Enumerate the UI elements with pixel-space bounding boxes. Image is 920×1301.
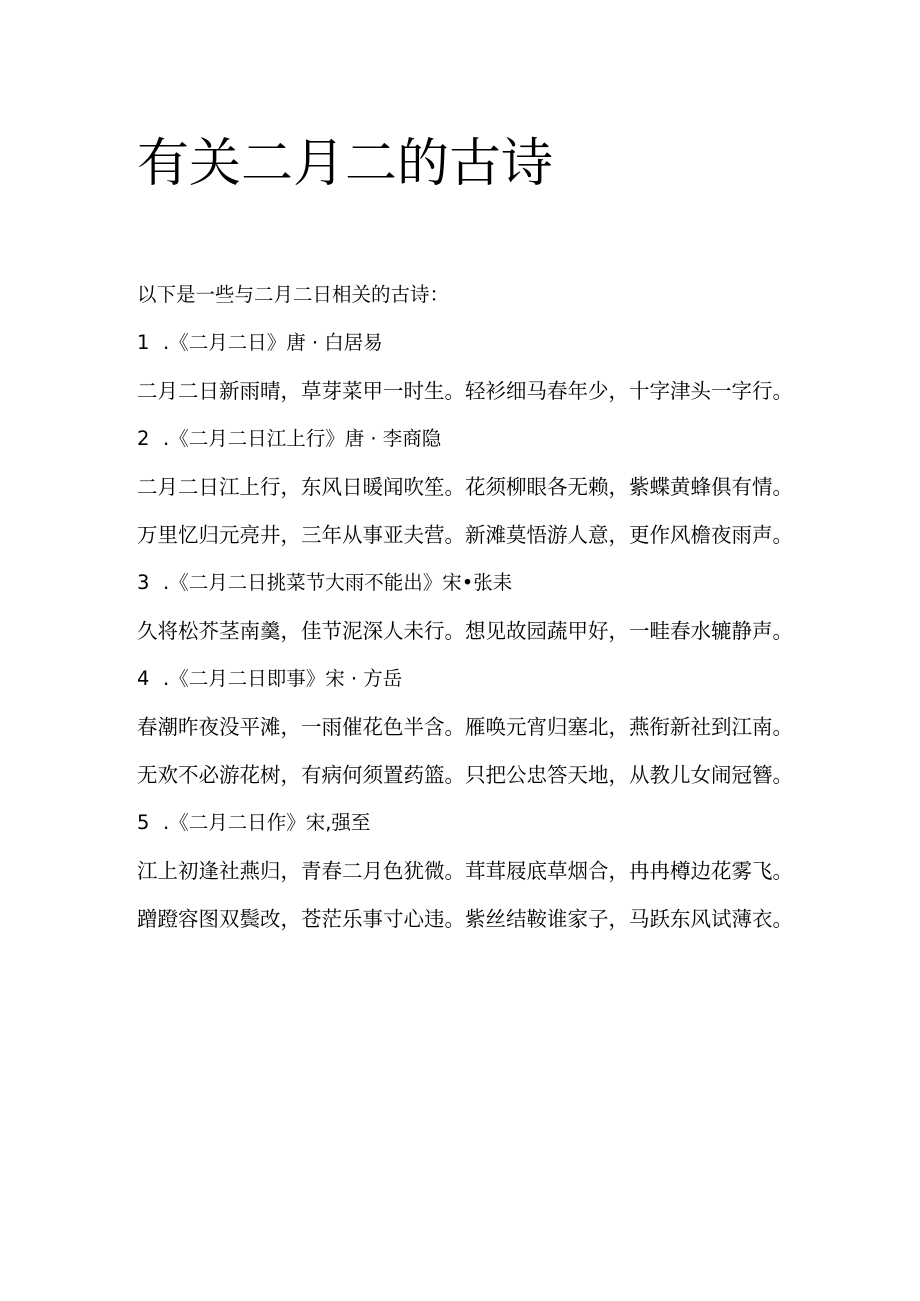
document-body	[137, 282, 797, 954]
poem-title: .《二月二日挑菜节大雨不能出》宋•张耒	[163, 571, 513, 594]
page-title: 有关二月二的古诗	[137, 134, 554, 194]
poem-heading	[137, 426, 797, 452]
poem-2	[137, 426, 797, 548]
poem-heading	[137, 666, 797, 692]
poem-title: .《二月二日作》宋,强至	[163, 811, 371, 834]
poem-line: 江上初逢社燕归，青春二月色犹微。茸茸屐底草烟合，冉冉樽边花雾飞。	[137, 859, 793, 883]
poem-3	[137, 570, 797, 644]
poem-line: 二月二日江上行，东风日暖闻吹笙。花须柳眼各无赖，紫蝶黄蜂俱有情。	[137, 475, 793, 499]
poem-heading	[137, 810, 797, 836]
poem-number: 1	[137, 331, 150, 354]
poem-line: 春潮昨夜没平滩，一雨催花色半含。雁唤元宵归塞北，燕衔新社到江南。	[137, 715, 793, 739]
poem-line: 万里忆归元亮井，三年从事亚夫营。新滩莫悟游人意，更作风檐夜雨声。	[137, 523, 793, 547]
poem-number: 3	[137, 571, 150, 594]
poem-heading	[137, 330, 797, 356]
poem-5	[137, 810, 797, 932]
poem-line: 蹭蹬容图双鬓改，苍茫乐事寸心违。紫丝结鞍谁家子，马跃东风试薄衣。	[137, 907, 793, 931]
poem-4	[137, 666, 797, 788]
poem-title: .《二月二日》唐 · 白居易	[163, 331, 383, 354]
poem-number: 4	[137, 667, 150, 690]
poem-title: .《二月二日江上行》唐 · 李商隐	[163, 427, 442, 450]
poem-1	[137, 330, 797, 404]
poem-line: 久将松芥茎南羹，佳节泥深人未行。想见故园蔬甲好，一畦春水辘静声。	[137, 619, 793, 643]
poem-number: 5	[137, 811, 150, 834]
poem-heading	[137, 570, 797, 596]
poem-line: 无欢不必游花树，有病何须置药篮。只把公忠答天地，从教儿女闹冠簪。	[137, 763, 793, 787]
poem-number: 2	[137, 427, 150, 450]
intro-text: 以下是一些与二月二日相关的古诗：	[137, 283, 450, 306]
poem-line: 二月二日新雨晴，草芽菜甲一时生。轻衫细马春年少，十字津头一字行。	[137, 379, 793, 403]
poem-title: .《二月二日即事》宋 · 方岳	[163, 667, 403, 690]
